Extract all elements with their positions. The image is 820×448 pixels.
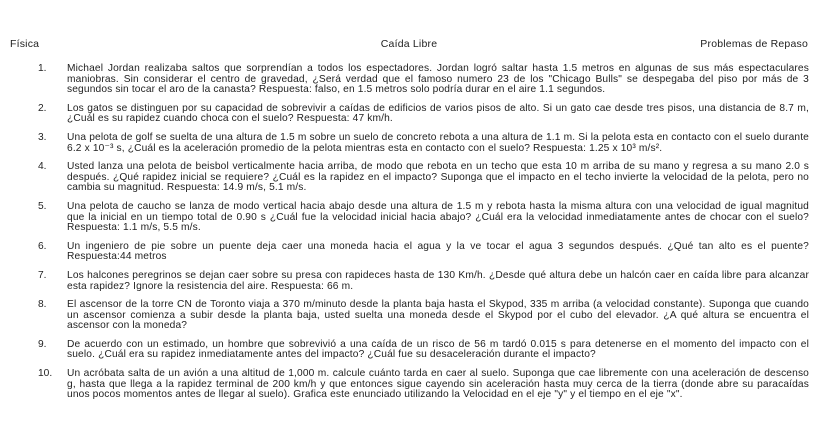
problem-number: 2. (38, 102, 47, 114)
problem-text: Los halcones peregrinos se dejan caer sobre su presa con rapideces hasta de 130 Km/h. ¿Desde qué altura debe un halcón caer en caída libre para alcanzar esta rapidez? Ignore la resistencia del aire. Respuesta: 66 m. (67, 269, 809, 292)
page-header (10, 38, 808, 52)
problem-number: 3. (38, 131, 47, 143)
problem-number: 5. (38, 200, 47, 212)
problem-text: Los gatos se distinguen por su capacidad de sobrevivir a caídas de edificios de varios pisos de alto. Si un gato cae desde tres pisos, una distancia de 8.7 m, ¿Cuál es su rapidez cuando choca con el suelo? Respuesta: 47 km/h. (67, 102, 809, 125)
problem-number: 10. (38, 368, 53, 380)
problem-text: Un ingeniero de pie sobre un puente deja caer una moneda hacia el agua y la ve tocar el agua 3 segundos después. ¿Qué tan alto es el puente? Respuesta:44 metros (67, 240, 809, 263)
problem-text: Una pelota de golf se suelta de una altura de 1.5 m sobre un suelo de concreto rebota a una altura de 1.1 m. Si la pelota esta en contacto con el suelo durante 6.2 x 10⁻³ s, ¿Cuál es la aceleración promedio de la pelota mientras esta en contacto con el suelo? Respuesta: 1.25 x 10³ m/s². (67, 131, 809, 154)
problem-number: 9. (38, 338, 47, 350)
problem-number: 7. (38, 269, 47, 281)
problem-list (0, 64, 820, 409)
problem-item-9 (0, 340, 820, 361)
topic-title: Caída Libre (380, 38, 438, 50)
problem-text: Una pelota de caucho se lanza de modo vertical hacia abajo desde una altura de 1.5 m y rebota hasta la misma altura con una velocidad de igual magnitud que la inicial en un tiempo total de 0.90 s ¿Cuál fue la velocidad inicial hacia abajo? ¿Cuál era la velocidad inmediatamente antes de chocar con el suelo? Respuesta: 1.1 m/s, 5.5 m/s. (67, 200, 809, 234)
problem-item-5 (0, 202, 820, 234)
problem-item-3 (0, 133, 820, 154)
problem-text: De acuerdo con un estimado, un hombre que sobrevivió a una caída de un risco de 56 m tardó 0.015 s para detenerse en el momento del impacto con el suelo. ¿Cuál era su rapidez inmediatamente antes del impacto? ¿Cuál fue su desaceleración durante el impacto? (67, 338, 809, 361)
problem-item-7 (0, 271, 820, 292)
subject-label: Física (10, 38, 40, 50)
problem-item-6 (0, 242, 820, 263)
problem-item-2 (0, 104, 820, 125)
problem-number: 6. (38, 240, 47, 252)
problem-text: El ascensor de la torre CN de Toronto viaja a 370 m/minuto desde la planta baja hasta el Skypod, 335 m arriba (a velocidad constante). Suponga que cuando un ascensor comienza a subir desde la planta baja, usted suelta una moneda desde el Skypod por el cubo del elevador. ¿A qué altura se encuentra el ascensor con la moneda? (67, 299, 809, 332)
problem-text: Michael Jordan realizaba saltos que sorprendían a todos los espectadores. Jordan logró saltar hasta 1.5 metros en algunas de sus más espectaculares maniobras. Sin considerar el centro de gravedad, ¿Será verdad que el famoso numero 23 de los "Chicago Bulls" se despegaba del piso por más de 3 segundos sin tocar el aro de la canasta? Respuesta: falso, en 1.5 metros solo podría durar en el aire 1.1 segundos. (67, 63, 809, 96)
problem-text: Usted lanza una pelota de beisbol verticalmente hacia arriba, de modo que rebota en un techo que esta 10 m arriba de su mano y regresa a su mano 2.0 s después. ¿Qué rapidez inicial se requiere? ¿Cuál es la rapidez en el impacto? Suponga que el impacto en el techo invierte la velocidad de la pelota, pero no cambia su magnitud. Respuesta: 14.9 m/s, 5.1 m/s. (67, 161, 809, 194)
problem-item-1 (0, 64, 820, 96)
problem-text: Un acróbata salta de un avión a una altitud de 1,000 m. calcule cuánto tarda en caer al suelo. Suponga que cae libremente con una aceleración de descenso g, hasta que llega a la rapidez terminal de 200 km/h y que entonces sigue cayendo sin aceleración hasta muy cerca de la tierra (donde abre su paracaídas unos pocos momentos antes de llegar al suelo). Grafica este enunciado utilizando la Velocidad en el eje "y" y el tiempo en el eje "x". (67, 368, 809, 401)
problem-item-4 (0, 162, 820, 194)
problem-number: 4. (38, 161, 47, 173)
problem-number: 8. (38, 299, 47, 311)
section-title: Problemas de Repaso (700, 38, 808, 50)
problem-item-10 (0, 369, 820, 401)
problem-number: 1. (38, 63, 47, 74)
problem-item-8 (0, 300, 820, 332)
